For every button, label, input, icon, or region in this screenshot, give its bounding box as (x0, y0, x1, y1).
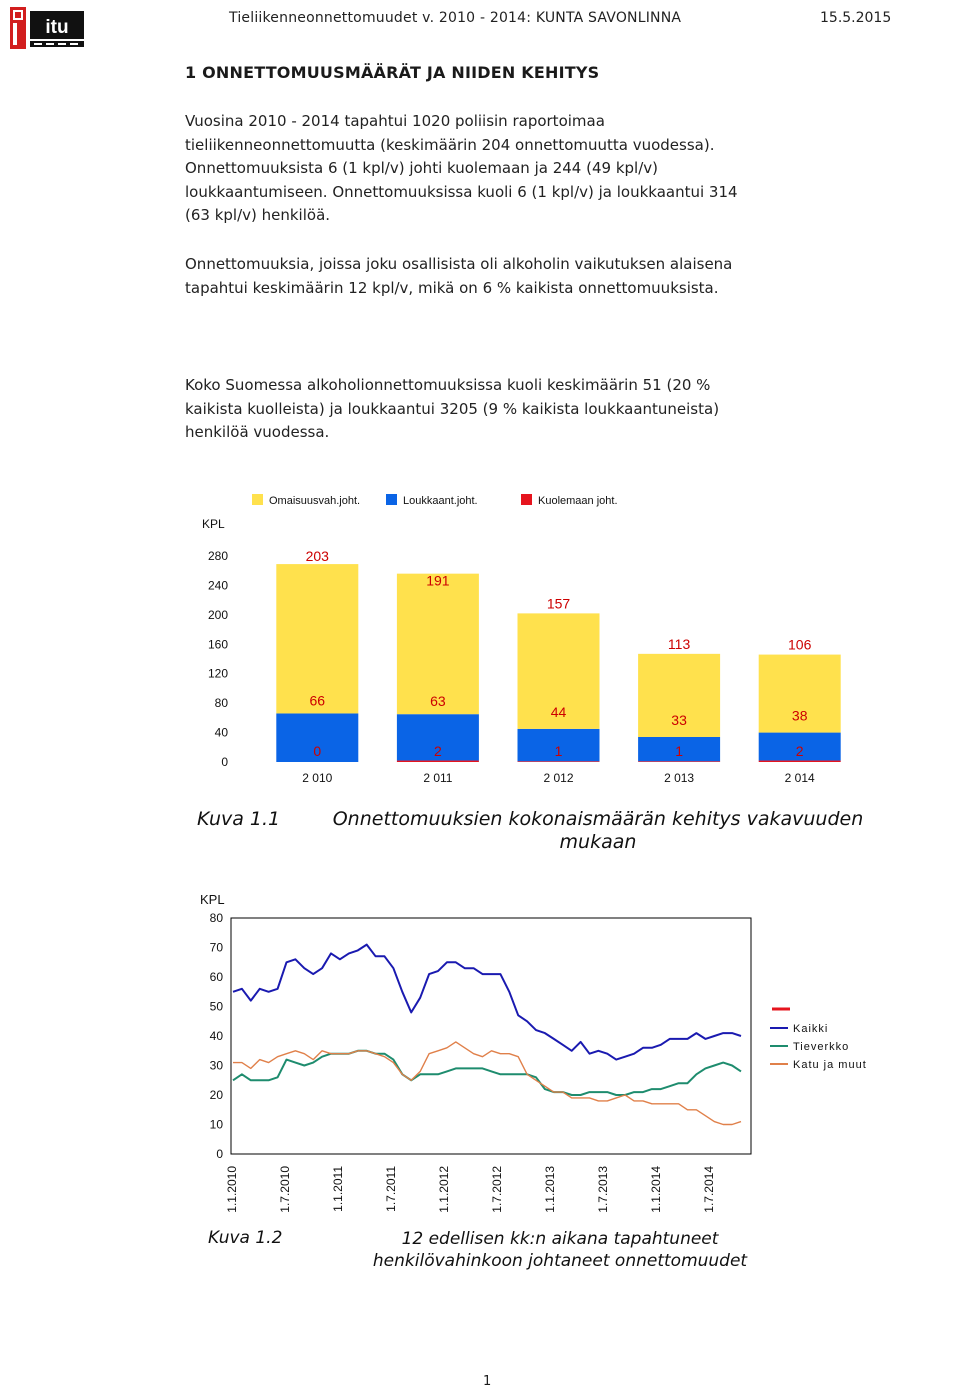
y-tick-160: 160 (207, 637, 228, 652)
label-property-1: 191 (426, 572, 450, 589)
legend-label-2: Katu ja muut (793, 1059, 867, 1071)
label-property-2: 157 (546, 595, 571, 612)
y-tick-10: 10 (209, 1117, 223, 1132)
x-tick-3: 2 013 (664, 771, 695, 785)
figure-2-caption: 12 edellisen kk:n aikana tapahtuneet henkilövahinkoon johtaneet onnettomuudet (372, 1229, 748, 1271)
legend-label-1: Tieverkko (793, 1041, 850, 1053)
label-fatal-2: 1 (554, 743, 563, 759)
paragraph-3: Koko Suomessa alkoholionnettomuuksissa kuoli keskimäärin 51 (20 % kaikista kuolleista) ja loukkaantui 3205 (9 % kaikista loukkaantuneista) henkilöä vuodessa. (185, 376, 720, 441)
x-tick-1: 1.7.2010 (278, 1166, 292, 1213)
x-tick-5: 1.7.2012 (490, 1166, 504, 1213)
label-injury-0: 66 (309, 692, 326, 709)
section-title: 1 ONNETTOMUUSMÄÄRÄT JA NIIDEN KEHITYS (185, 63, 600, 82)
x-tick-2: 2 012 (543, 771, 574, 785)
plot-frame (231, 918, 751, 1154)
x-tick-4: 2 014 (784, 771, 815, 785)
y-tick-60: 60 (209, 970, 223, 984)
x-tick-7: 1.7.2013 (596, 1166, 610, 1213)
label-injury-2: 44 (550, 703, 567, 720)
bar-fatal-2013 (638, 761, 720, 762)
figure-1-caption: Onnettomuuksien kokonaismäärän kehitys vakavuuden mukaan (332, 808, 864, 853)
figure-1-number: Kuva 1.1 (197, 808, 281, 830)
y-tick-80: 80 (209, 911, 223, 925)
y-tick-240: 240 (207, 578, 228, 593)
y-tick-0: 0 (221, 755, 228, 769)
legend-swatch-2 (521, 494, 532, 505)
y-tick-80: 80 (214, 696, 228, 711)
label-property-3: 113 (667, 635, 691, 652)
label-injury-4: 38 (791, 707, 808, 724)
y-tick-0: 0 (216, 1147, 223, 1161)
x-tick-9: 1.7.2014 (702, 1166, 716, 1213)
bar-property-2010 (276, 564, 358, 713)
label-fatal-1: 2 (434, 743, 442, 759)
x-tick-3: 1.7.2011 (384, 1166, 398, 1212)
bar-fatal-2012 (518, 761, 600, 762)
label-fatal-4: 2 (795, 743, 804, 759)
svg-text:itu: itu (45, 17, 69, 38)
legend-label-0: Omaisuusvah.joht. (269, 495, 361, 507)
y-tick-20: 20 (209, 1088, 223, 1102)
paragraph-1: Vuosina 2010 - 2014 tapahtui 1020 poliisin raportoimaa tieliikenneonnettomuutta (keskimäärin 204 onnettomuutta vuodessa). Onnettomuuksista 6 (1 kpl/v) johti kuolemaan ja 244 (49 kpl/v) loukkaantumiseen. Onnettomuuksissa kuoli 6 (1 kpl/v) ja loukkaantui 314 (63 kpl/v) henkilöä. (185, 112, 738, 224)
page-number: 1 (483, 1374, 492, 1389)
legend-swatch-1 (386, 494, 397, 505)
severity-bar-chart (180, 478, 870, 802)
y-tick-30: 30 (209, 1058, 223, 1073)
x-tick-4: 1.1.2012 (437, 1166, 451, 1213)
label-fatal-0: 0 (313, 743, 322, 759)
y-tick-40: 40 (209, 1029, 223, 1043)
bar-fatal-2011 (397, 761, 479, 762)
y-tick-70: 70 (209, 940, 223, 955)
liitu-logo (8, 5, 86, 51)
label-fatal-3: 1 (675, 743, 683, 759)
x-tick-6: 1.1.2013 (543, 1166, 557, 1213)
x-tick-1: 2 011 (423, 771, 453, 785)
x-tick-0: 1.1.2010 (225, 1166, 239, 1213)
label-property-0: 203 (305, 548, 329, 565)
y-tick-120: 120 (207, 666, 228, 681)
label-injury-3: 33 (671, 711, 687, 728)
x-tick-8: 1.1.2014 (649, 1166, 663, 1213)
y-axis-label: KPL (200, 892, 225, 907)
y-tick-200: 200 (207, 607, 228, 622)
y-axis-label: KPL (202, 517, 225, 531)
figure-2-number: Kuva 1.2 (208, 1228, 283, 1248)
x-tick-2: 1.1.2011 (331, 1166, 345, 1212)
report-date: 15.5.2015 (820, 10, 892, 26)
y-tick-50: 50 (209, 999, 223, 1014)
report-title: Tieliikenneonnettomuudet v. 2010 - 2014: KUNTA SAVONLINNA (229, 10, 682, 26)
legend-label-1: Loukkaant.joht. (403, 495, 478, 507)
y-tick-280: 280 (207, 549, 228, 563)
bar-fatal-2014 (759, 761, 841, 762)
label-property-4: 106 (788, 636, 812, 653)
paragraph-2: Onnettomuuksia, joissa joku osallisista oli alkoholin vaikutuksen alaisena tapahtui keskimäärin 12 kpl/v, mikä on 6 % kaikista onnettomuuksista. (185, 255, 733, 297)
legend-swatch-0 (252, 494, 263, 505)
y-tick-40: 40 (214, 725, 228, 740)
rolling-12-month-line-chart (180, 885, 900, 1234)
label-injury-1: 63 (430, 693, 446, 710)
legend-label-2: Kuolemaan joht. (538, 495, 618, 507)
x-tick-0: 2 010 (302, 771, 333, 785)
legend-label-0: Kaikki (793, 1023, 829, 1035)
